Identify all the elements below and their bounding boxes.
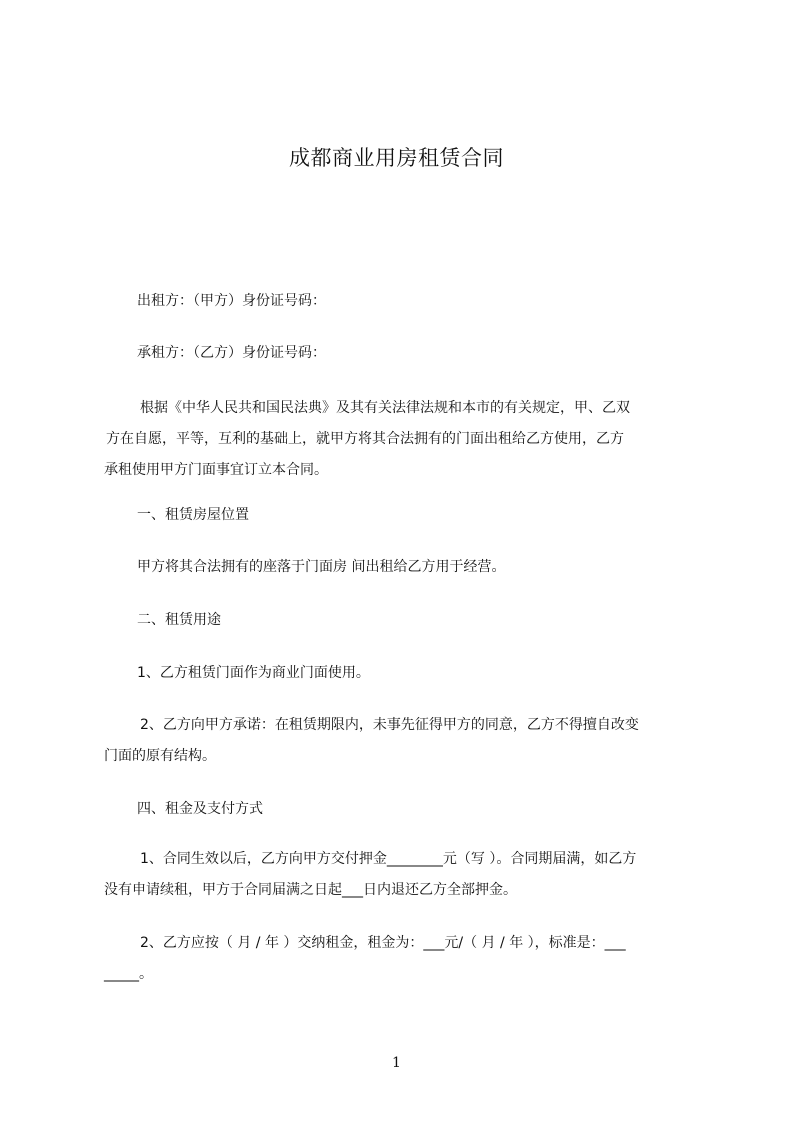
section-4-heading: 四、租金及支付方式 [137,801,263,817]
intro-line-2: 方在自愿，平等，互利的基础上，就甲方将其合法拥有的门面出租给乙方使用，乙方 [106,431,624,447]
section-2-heading: 二、租赁用途 [137,612,221,628]
section-1-heading: 一、租赁房屋位置 [137,507,249,523]
section-2-item-2 [104,710,639,772]
section-4-item-2-line-1: 2、乙方应按（ 月 / 年 ）交纳租金，租金为：___元/（ 月 / 年 ），标准是：___ [140,935,626,951]
lessor-line: 出租方：（甲方）身份证号码： [137,293,326,309]
section-4-item-1-line-1: 1、合同生效以后，乙方向甲方交付押金________元（写 ）。合同期届满，如乙方 [140,851,637,867]
document-title: 成都商业用房租赁合同 [289,146,504,170]
section-2-item-2-line-1: 2、乙方向甲方承诺：在租赁期限内，未事先征得甲方的同意，乙方不得擅自改变 [140,717,639,733]
section-4-item-1-line-2: 没有申请续租，甲方于合同届满之日起___日内退还乙方全部押金。 [104,882,517,898]
section-4-item-2-line-2: _____。 [104,966,153,982]
intro-paragraph [104,393,630,486]
section-2-item-1: 1、乙方租赁门面作为商业门面使用。 [137,665,370,681]
section-4-item-1 [104,844,636,906]
intro-line-1: 根据《中华人民共和国民法典》及其有关法律法规和本市的有关规定，甲、乙双 [140,400,630,416]
section-2-item-2-line-2: 门面的原有结构。 [104,748,216,764]
page-number: 1 [392,1055,401,1071]
lessee-line: 承租方：（乙方）身份证号码： [137,345,326,361]
section-4-item-2 [104,928,626,990]
section-1-text: 甲方将其合法拥有的座落于门面房 间出租给乙方用于经营。 [137,559,506,575]
intro-line-3: 承租使用甲方门面事宜订立本合同。 [104,462,328,478]
